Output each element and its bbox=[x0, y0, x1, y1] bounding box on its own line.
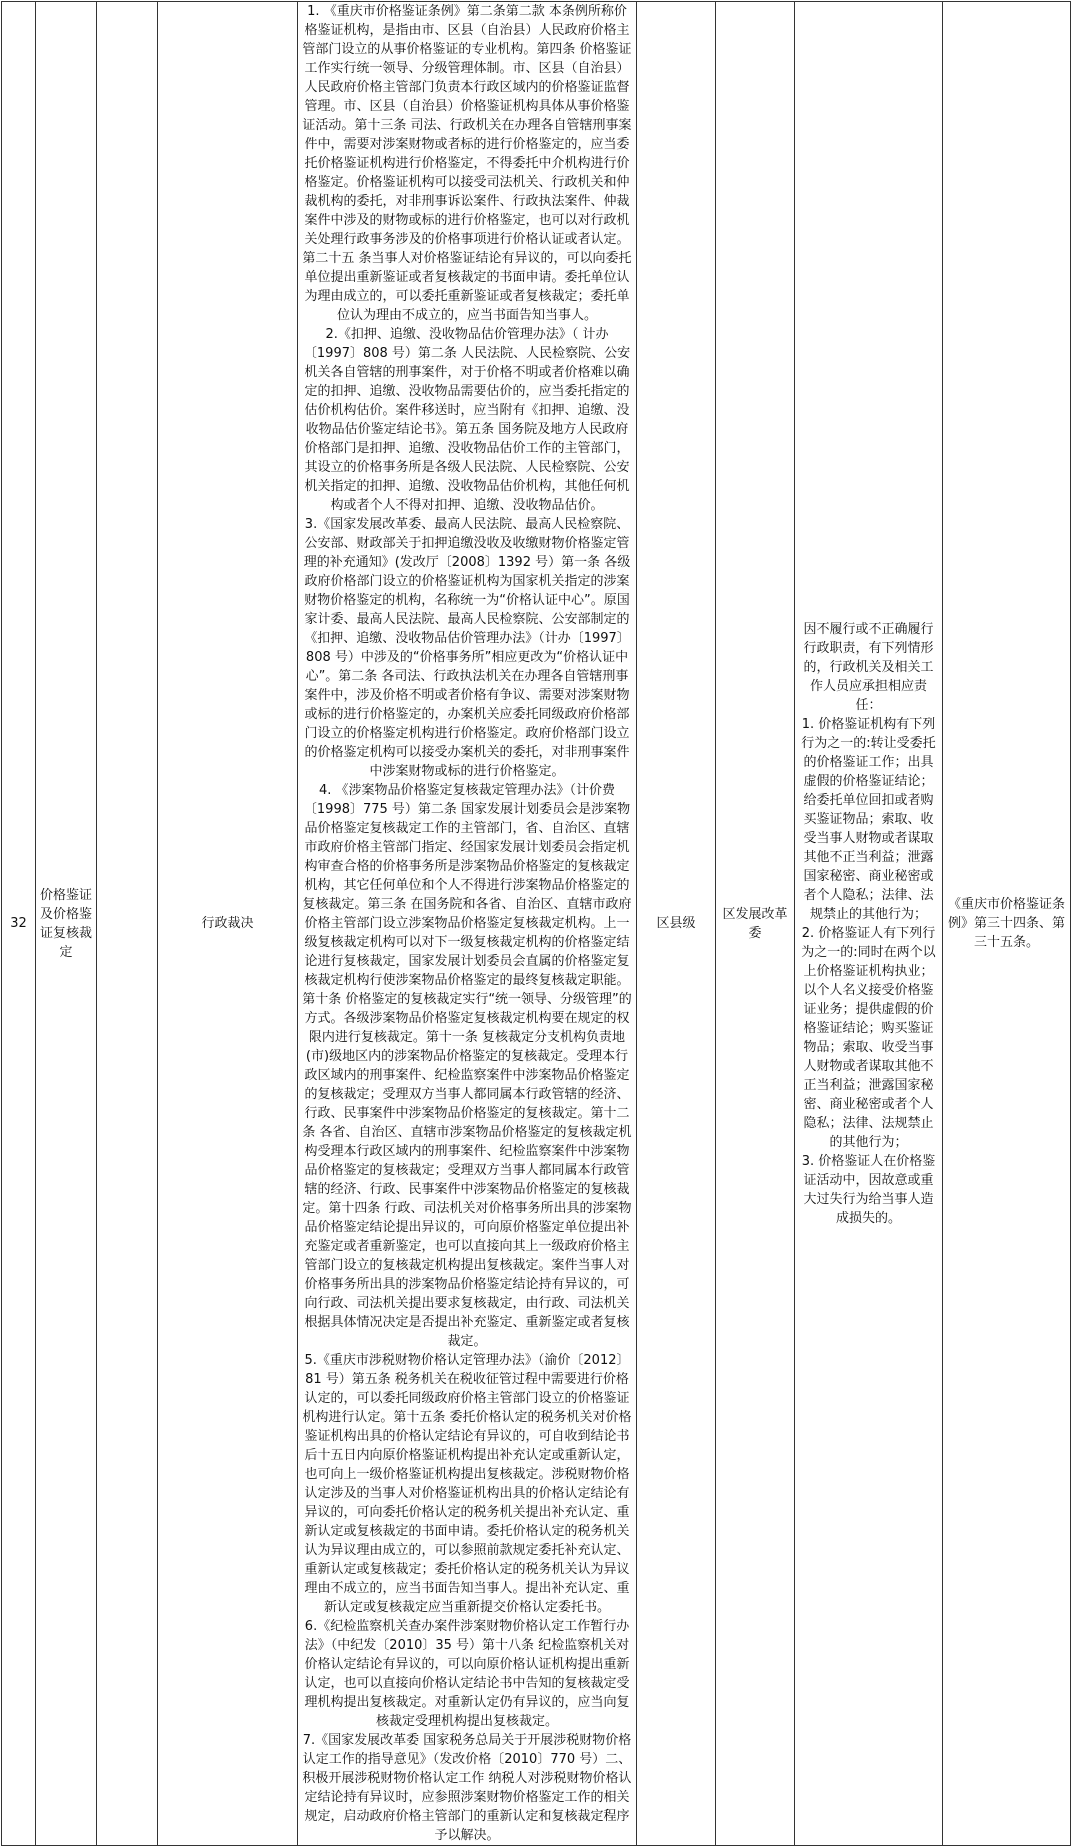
responsibility-item: 3. 价格鉴证人在价格鉴证活动中，因故意或重大过失行为给当事人造成损失的。 bbox=[801, 1153, 936, 1226]
power-category: 行政裁决 bbox=[158, 2, 298, 1846]
legal-basis-item: 6.《纪检监察机关查办案件涉案财物价格认定工作暂行办法》（中纪发〔2010〕35 号）第十八条 纪检监察机关对价格认定结论有异议的，可以向原价格认证机构提出重新认定，也可以直接向价格认定结论书中告知的复核裁定受理机构提出复核裁定。对重新认定仍有异议的，应当向复核裁定受理机构提出复核裁定。 bbox=[304, 1619, 630, 1729]
legal-basis-item: 4. 《涉案物品价格鉴定复核裁定管理办法》（计价费〔1998〕775 号）第二条 国家发展计划委员会是涉案物品价格鉴定复核裁定工作的主管部门，省、自治区、直辖市政府价格主管部门指定、经国家发展计划委员会指定机构审查合格的价格事务所是涉案物品价格鉴定的复核裁定机构，其它任何单位和个人不得进行涉案物品价格鉴定的复核裁定。第三条 在国务院和各省、自治区、直辖市政府价格主管部门设立涉案物品价格鉴定复核裁定机构。上一级复核裁定机构可以对下一级复核裁定机构的价格鉴定结论进行复核裁定，国家发展计划委员会直属的价格鉴定复核裁定机构行使涉案物品价格鉴定的最终复核裁定职能。第十条 价格鉴定的复核裁定实行“统一领导、分级管理”的方式。各级涉案物品价格鉴定复核裁定机构要在规定的权限内进行复核裁定。第十一条 复核裁定分支机构负责地(市)级地区内的涉案物品价格鉴定的复核裁定。受理本行政区域内的刑事案件、纪检监察案件中涉案物品价格鉴定的复核裁定；受理双方当事人都同属本行政管辖的经济、行政、民事案件中涉案物品价格鉴定的复核裁定。第十二条 各省、自治区、直辖市涉案物品价格鉴定的复核裁定机构受理本行政区域内的刑事案件、纪检监察案件中涉案物品价格鉴定的复核裁定；受理双方当事人都同属本行政管辖的经济、行政、民事案件中涉案物品价格鉴定的复核裁定。第十四条 行政、司法机关对价格事务所出具的涉案物品价格鉴定结论提出异议的，可向原价格鉴定单位提出补充鉴定或者重新鉴定，也可以直接向其上一级政府价格主管部门设立的复核裁定机构提出复核裁定。案件当事人对价格事务所出具的涉案物品价格鉴定结论持有异议的，可向行政、司法机关提出要求复核裁定，由行政、司法机关根据具体情况决定是否提出补充鉴定、重新鉴定或者复核裁定。 bbox=[302, 783, 632, 1349]
responsible-department: 区发展改革委 bbox=[716, 2, 795, 1846]
legal-basis-item: 5.《重庆市涉税财物价格认定管理办法》（渝价〔2012〕81 号）第五条 税务机关在税收征管过程中需要进行价格认定的，可以委托同级政府价格主管部门设立的价格鉴证机构进行认定。第十五条 委托价格认定的税务机关对价格鉴证机构出具的价格认定结论有异议的，可自收到结论书后十五日内向原价格鉴证机构提出补充认定或重新认定，也可向上一级价格鉴证机构提出复核裁定。涉税财物价格认定涉及的当事人对价格鉴证机构出具的价格认定结论有异议的，可向委托价格认定的税务机关提出补充认定、重新认定或复核裁定的书面申请。委托价格认定的税务机关认为异议理由成立的，可以参照前款规定委托补充认定、重新认定或复核裁定；委托价格认定的税务机关认为异议理由不成立的，应当书面告知当事人。提出补充认定、重新认定或复核裁定应当重新提交价格认定委托书。 bbox=[302, 1353, 632, 1615]
responsibility-cell bbox=[795, 2, 943, 1846]
responsibility-intro: 因不履行或不正确履行行政职责，有下列情形的，行政机关及相关工作人员应承担相应责任： bbox=[803, 621, 934, 713]
legal-basis-cell bbox=[298, 2, 637, 1846]
item-name: 价格鉴证及价格鉴证复核裁定 bbox=[36, 2, 97, 1846]
accountability-basis: 《重庆市价格鉴证条例》第三十四条、第三十五条。 bbox=[943, 2, 1071, 1846]
responsibility-item: 2. 价格鉴证人有下列行为之一的:同时在两个以上价格鉴证机构执业；以个人名义接受价格鉴证业务；提供虚假的价格鉴证结论；购买鉴证物品；索取、收受当事人财物或者谋取其他不正当利益；泄露国家秘密、商业秘密或者个人隐私；法律、法规禁止的其他行为； bbox=[801, 925, 936, 1150]
power-list-table bbox=[1, 1, 1071, 1846]
sub-item-name bbox=[97, 2, 158, 1846]
legal-basis-item: 3.《国家发展改革委、最高人民法院、最高人民检察院、公安部、财政部关于扣押追缴没收及收缴财物价格鉴定管理的补充通知》(发改厅〔2008〕1392 号）第一条 各级政府价格部门设立的价格鉴证机构为国家机关指定的涉案财物价格鉴定的机构，名称统一为“价格认证中心”。原国家计委、最高人民法院、最高人民检察院、公安部制定的《扣押、追缴、没收物品估价管理办法》（计办〔1997〕808 号）中涉及的“价格事务所”相应更改为“价格认证中心”。第二条 各司法、行政执法机关在办理各自管辖刑事案件中，涉及价格不明或者价格有争议、需要对涉案财物或标的进行价格鉴定的，办案机关应委托同级政府价格部门设立的价格鉴定机构进行价格鉴定。政府价格部门设立的价格鉴定机构可以接受办案机关的委托，对非刑事案件中涉案财物或标的进行价格鉴定。 bbox=[303, 517, 631, 779]
table-row bbox=[2, 2, 1071, 1846]
responsibility-item: 1. 价格鉴证机构有下列行为之一的:转让受委托的价格鉴证工作；出具虚假的价格鉴证结论；给委托单位回扣或者购买鉴证物品；索取、收受当事人财物或者谋取其他不正当利益；泄露国家秘密、商业秘密或者个人隐私；法律、法规禁止的其他行为； bbox=[801, 716, 936, 922]
exercise-level: 区县级 bbox=[637, 2, 716, 1846]
row-number: 32 bbox=[2, 2, 36, 1846]
legal-basis-item: 7.《国家发展改革委 国家税务总局关于开展涉税财物价格认定工作的指导意见》（发改价格〔2010〕770 号）二、积极开展涉税财物价格认定工作 纳税人对涉税财物价格认定结论持有异议时，应参照涉案财物价格鉴定工作的相关规定，启动政府价格主管部门的重新认定和复核裁定程序予以解决。 bbox=[302, 1733, 632, 1843]
legal-basis-item: 1. 《重庆市价格鉴证条例》第二条第二款 本条例所称价格鉴证机构，是指由市、区县（自治县）人民政府价格主管部门设立的从事价格鉴证的专业机构。第四条 价格鉴证工作实行统一领导、分级管理体制。市、区县（自治县）人民政府价格主管部门负责本行政区域内的价格鉴证监督管理。市、区县（自治县）价格鉴证机构具体从事价格鉴证活动。第十三条 司法、行政机关在办理各自管辖刑事案件中，需要对涉案财物或者标的进行价格鉴定的，应当委托价格鉴证机构进行价格鉴定，不得委托中介机构进行价格鉴定。价格鉴证机构可以接受司法机关、行政机关和仲裁机构的委托，对非刑事诉讼案件、行政执法案件、仲裁案件中涉及的财物或标的进行价格鉴定，也可以对行政机关处理行政事务涉及的价格事项进行价格认证或者认定。第二十五 条当事人对价格鉴证结论有异议的，可以向委托单位提出重新鉴证或者复核裁定的书面申请。委托单位认为理由成立的，可以委托重新鉴证或者复核裁定；委托单位认为理由不成立的，应当书面告知当事人。 bbox=[302, 4, 632, 323]
legal-basis-item: 2.《扣押、追缴、没收物品估价管理办法》（ 计办〔1997〕808 号）第二条 人民法院、人民检察院、公安机关各自管辖的刑事案件，对于价格不明或者价格难以确定的扣押、追缴、没收物品需要估价的，应当委托指定的估价机构估价。案件移送时，应当附有《扣押、追缴、没收物品估价鉴定结论书》。第五条 国务院及地方人民政府价格部门是扣押、追缴、没收物品估价工作的主管部门，其设立的价格事务所是各级人民法院、人民检察院、公安机关指定的扣押、追缴、没收物品估价机构，其他任何机构或者个人不得对扣押、追缴、没收物品估价。 bbox=[303, 327, 631, 513]
